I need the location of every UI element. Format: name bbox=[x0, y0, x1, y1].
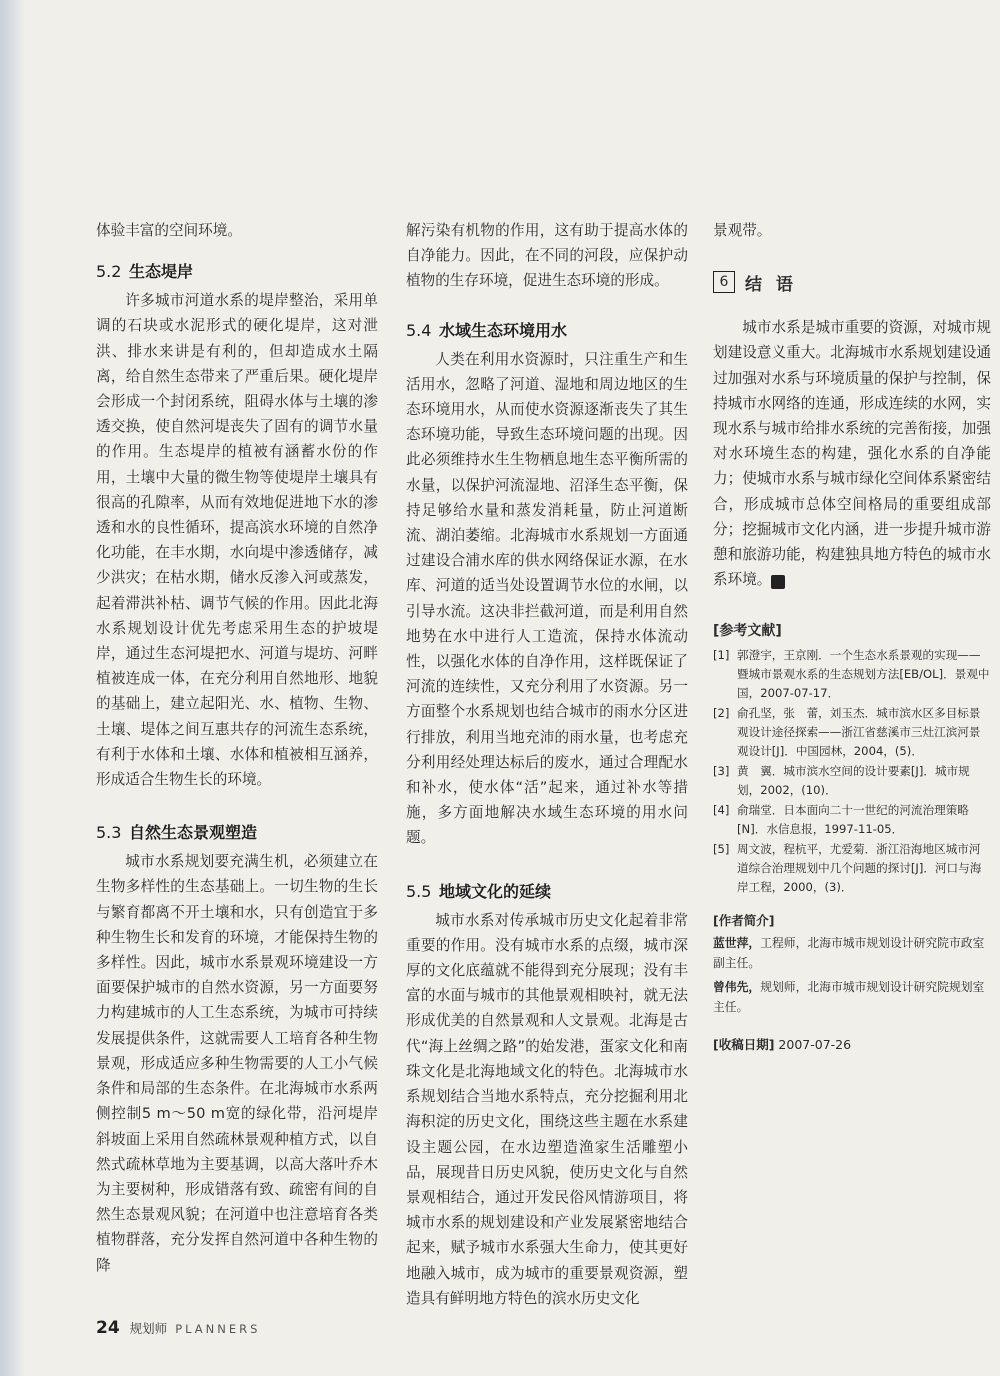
reference-text: 俞瑞堂．日本面向二十一世纪的河流治理策略[N]．水信息报，1997-11-05． bbox=[737, 803, 969, 837]
references-title: [参考文献] bbox=[713, 623, 782, 640]
section-number-box: 6 bbox=[713, 271, 735, 293]
conclusion-paragraph bbox=[713, 315, 991, 592]
author-description: 规划师，北海市城市规划设计研究院规划室主任。 bbox=[713, 980, 985, 1015]
section-number: 5.5 bbox=[406, 881, 432, 901]
reference-text: 黄 翼．城市滨水空间的设计要素[J]．城市规划，2002，(10)． bbox=[737, 764, 970, 798]
conclusion-text: 城市水系是城市重要的资源，对城市规划建设意义重大。北海城市水系规划建设通过加强对水系与环境质量的保护与控制，保持城市水网络的连通，形成连续的水网，实现水系与城市给排水系统的完善衔接，加强对水环境生态的构建，强化水系的自净能力；使城市水系与城市绿化空间体系紧密结合，形成城市总体空间格局的重要组成部分；挖掘城市文化内涵，进一步提升城市游憩和旅游功能，构建独具地方特色的城市水系环境。 bbox=[713, 319, 991, 589]
author-name: 曾伟先， bbox=[713, 980, 761, 995]
reference-number: [2] bbox=[713, 706, 730, 721]
section-title: 地域文化的延续 bbox=[439, 881, 552, 901]
journal-name-en: PLANNERS bbox=[175, 1322, 261, 1336]
section-5-3-paragraph: 城市水系规划要充满生机，必须建立在生物多样性的生态基础上。一切生物的生长与繁育都离不开土壤和水，只有创造宜于多种生物生长和发育的环境，才能保持生物的多样性。因此，城市水系景观环境建设一方面要保护城市的自然水资源，另一方面要努力构建城市的人工生态系统，为城市可持续发展提供条件，这就需要人工培育各种生物景观，形成适应多种生物需要的人工小气候条件和局部的生态条件。在北海城市水系两侧控制5 m～50 m宽的绿化带，沿河堤岸斜坡面上采用自然疏林景观种植方式，以自然式疏林草地为主要基调，以高大落叶乔木为主要树种，形成错落有致、疏密有间的自然生态景观风貌；在河道中也注意培育各类植物群落，充分发挥自然河道中各种生物的降 bbox=[96, 853, 378, 1274]
author-bio-title: [作者简介] bbox=[713, 913, 775, 929]
references-list bbox=[713, 646, 991, 897]
reference-number: [1] bbox=[713, 648, 730, 663]
section-5-5-paragraph: 城市水系对传承城市历史文化起着非常重要的作用。没有城市水系的点缀，城市深厚的文化底蕴就不能得到充分展现；没有丰富的水面与城市的其他景观相映衬，就无法形成优美的自然景观和人文景观。北海是古代“海上丝绸之路”的始发港，蛋家文化和南珠文化是北海地域文化的特色。北海城市水系规划结合当地水系特点，充分挖掘利用北海积淀的历史文化，围绕这些主题在水系建设主题公园，在水边塑造渔家生活雕塑小品，展现昔日历史风貌，使历史文化与自然景观相结合，通过开发民俗风情游项目，将城市水系的规划建设和产业发展紧密地结合起来，赋予城市水系强大生命力，使其更好地融入城市，成为城市的重要景观资源，塑造具有鲜明地方特色的滨水历史文化 bbox=[406, 911, 688, 1307]
received-date: 2007-07-26 bbox=[778, 1037, 852, 1053]
reference-number: [3] bbox=[713, 764, 730, 779]
col3-intro-tail: 景观带。 bbox=[713, 222, 772, 239]
col1-intro-tail: 体验丰富的空间环境。 bbox=[96, 222, 242, 239]
reference-item bbox=[713, 801, 991, 839]
end-mark-icon: e bbox=[771, 575, 785, 589]
column-1 bbox=[96, 218, 378, 1278]
received-date-line bbox=[713, 1035, 991, 1053]
section-5-2-paragraph: 许多城市河道水系的堤岸整治，采用单调的石块或水泥形式的硬化堤岸，这对泄洪、排水来讲是有利的，但却造成水土隔离，给自然生态带来了严重后果。硬化堤岸会形成一个封闭系统，阻碍水体与土壤的渗透交换，使自然河堤丧失了固有的调节水量的作用。生态堤岸的植被有涵蓄水份的作用，土壤中大量的微生物等使堤岸土壤具有很高的孔隙率，从而有效地促进地下水的渗透和水的良性循环，提高滨水环境的自然净化功能，在丰水期，水向堤中渗透储存，减少洪灾；在枯水期，储水反渗入河或蒸发，起着滞洪补枯、调节气候的作用。因此北海水系规划设计优先考虑采用生态的护坡堤岸，通过生态河堤把水、河道与堤坊、河畔植被连成一体，在充分利用自然地形、地貌的基础上，建立起阳光、水、植物、生物、土壤、堤体之间互惠共存的河流生态系统，有利于水体和土壤、水体和植被相互涵养，形成适合生物生长的环境。 bbox=[96, 292, 378, 789]
reference-text: 郭澄宇，王京刚．一个生态水系景观的实现——暨城市景观水系的生态规划方法[EB/OL]．景观中国，2007-07-17． bbox=[737, 648, 990, 701]
reference-text: 周文波，程杭平，尤爱菊．浙江沿海地区城市河道综合治理规划中几个问题的探讨[J]．河口与海岸工程，2000，(3)． bbox=[737, 842, 982, 895]
journal-name-cn: 规划师 bbox=[129, 1321, 168, 1336]
section-title: 水域生态环境用水 bbox=[439, 320, 568, 340]
section-title: 生态堤岸 bbox=[129, 262, 194, 282]
page-binding-edge bbox=[0, 0, 24, 1376]
col2-intro-tail: 解污染有机物的作用，这有助于提高水体的自净能力。因此，在不同的河段，应保护动植物的生存环境，促进生态环境的形成。 bbox=[406, 222, 688, 290]
section-title: 结 语 bbox=[745, 274, 797, 295]
page-number: 24 bbox=[96, 1318, 120, 1338]
section-number: 5.4 bbox=[406, 320, 432, 340]
reference-item bbox=[713, 704, 991, 761]
conclusion-heading bbox=[713, 269, 991, 295]
reference-item bbox=[713, 762, 991, 800]
section-5-2-heading bbox=[96, 261, 378, 283]
reference-number: [5] bbox=[713, 842, 730, 857]
reference-number: [4] bbox=[713, 803, 730, 818]
reference-item bbox=[713, 646, 991, 703]
author-bio bbox=[713, 977, 991, 1017]
section-5-3-heading bbox=[96, 822, 378, 844]
author-description: 工程师，北海市城市规划设计研究院市政室副主任。 bbox=[713, 936, 985, 971]
section-number: 5.2 bbox=[96, 262, 122, 282]
column-2 bbox=[406, 218, 688, 1311]
section-number: 5.3 bbox=[96, 823, 122, 843]
column-3 bbox=[713, 218, 991, 1053]
section-5-4-heading bbox=[406, 320, 688, 342]
author-bio bbox=[713, 933, 991, 973]
reference-item bbox=[713, 840, 991, 897]
reference-text: 俞孔坚，张 蕾，刘玉杰．城市滨水区多目标景观设计途径探索——浙江省慈溪市三灶江滨河景观设计[J]．中国园林，2004，(5)． bbox=[737, 706, 981, 759]
section-title: 自然生态景观塑造 bbox=[129, 823, 258, 843]
page-footer bbox=[96, 1318, 260, 1338]
author-name: 蓝世萍， bbox=[713, 936, 761, 951]
section-5-4-paragraph: 人类在利用水资源时，只注重生产和生活用水，忽略了河道、湿地和周边地区的生态环境用水，从而使水资源逐渐丧失了其生态环境功能，导致生态环境问题的出现。因此必须维持水生生物栖息地生态平衡所需的水量，以保护河流湿地、沼泽生态平衡，保持足够给水量和蒸发消耗量，防止河道断流、湖泊萎缩。北海城市水系规划一方面通过建设合浦水库的供水网络保证水源，在水库、河道的适当处设置调节水位的水闸，以引导水流。这决非拦截河道，而是利用自然地势在水中进行人工造流，保持水体流动性，以强化水体的自净作用，这样既保证了河流的连续性，又充分利用了水资源。另一方面整个水系规划也结合城市的雨水分区进行排放，利用当地充沛的雨水量，也考虑充分利用经处理达标后的废水，通过合理配水和补水，使水体“活”起来，通过补水等措施，多方面地解决水域生态环境的用水问题。 bbox=[406, 350, 688, 847]
section-5-5-heading bbox=[406, 881, 688, 903]
received-label: [收稿日期] bbox=[713, 1037, 775, 1053]
